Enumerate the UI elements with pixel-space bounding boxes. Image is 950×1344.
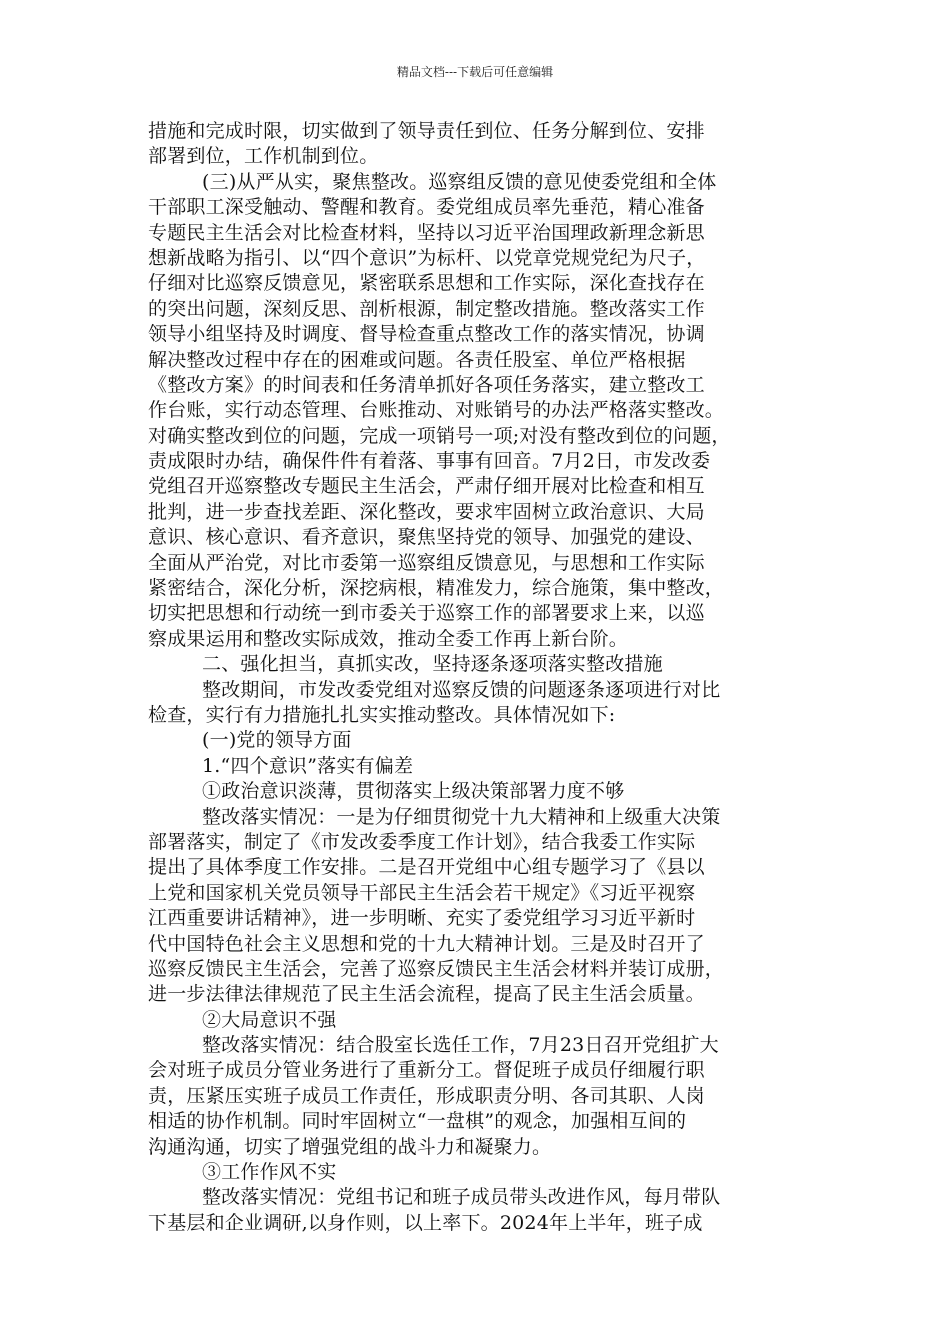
text-line: 提出了具体季度工作安排。二是召开党组中心组专题学习了《县以 xyxy=(148,856,705,879)
document-body xyxy=(148,119,818,1236)
text-line: 想新战略为指引、以“四个意识”为标杆、以党章党规党纪为尺子， xyxy=(148,246,706,269)
text-line: ③工作作风不实 xyxy=(202,1161,337,1184)
text-line: 《整改方案》的时间表和任务清单抓好各项任务落实，建立整改工 xyxy=(148,373,705,396)
text-line: 整改落实情况：结合股室长选任工作，7月23日召开党组扩大 xyxy=(202,1034,719,1057)
text-line: 沟通沟通，切实了增强党组的战斗力和凝聚力。 xyxy=(148,1135,552,1158)
text-line: 整改落实情况：一是为仔细贯彻党十九大精神和上级重大决策 xyxy=(202,805,721,828)
text-line: 整改落实情况：党组书记和班子成员带头改进作风，每月带队 xyxy=(202,1186,721,1209)
text-line: 整改期间，市发改委党组对巡察反馈的问题逐条逐项进行对比 xyxy=(202,678,721,701)
text-line: (三)从严从实，聚焦整改。巡察组反馈的意见使委党组和全体 xyxy=(202,170,717,193)
text-line: 察成果运用和整改实际成效，推动全委工作再上新台阶。 xyxy=(148,627,629,650)
text-line: 仔细对比巡察反馈意见，紧密联系思想和工作实际，深化查找存在 xyxy=(148,272,705,295)
text-line: 专题民主生活会对比检查材料，坚持以习近平治国理政新理念新思 xyxy=(148,221,705,244)
text-line: 对确实整改到位的问题，完成一项销号一项;对没有整改到位的问题， xyxy=(148,424,731,447)
text-line: 党组召开巡察整改专题民主生活会，严肃仔细开展对比检查和相互 xyxy=(148,475,705,498)
text-line: 检查，实行有力措施扎扎实实推动整改。具体情况如下: xyxy=(148,703,616,726)
text-line: 批判，进一步查找差距、深化整改，要求牢固树立政治意识、大局 xyxy=(148,500,705,523)
text-line: 会对班子成员分管业务进行了重新分工。督促班子成员仔细履行职 xyxy=(148,1059,705,1082)
text-line: 作台账，实行动态管理、台账推动、对账销号的办法严格落实整改。 xyxy=(148,399,725,422)
text-line: 责，压紧压实班子成员工作责任，形成职责分明、各司其职、人岗 xyxy=(148,1084,705,1107)
page-header: 精品文档---下载后可任意编辑 xyxy=(396,65,554,79)
text-line: 全面从严治党，对比市委第一巡察组反馈意见，与思想和工作实际 xyxy=(148,551,705,574)
text-line: 江西重要讲话精神》，进一步明晰、充实了委党组学习习近平新时 xyxy=(148,907,696,930)
text-line: 1.“四个意识”落实有偏差 xyxy=(202,754,414,777)
text-line: 紧密结合，深化分析，深挖病根，精准发力，综合施策，集中整改， xyxy=(148,577,725,600)
text-line: 进一步法律法律规范了民主生活会流程，提高了民主生活会质量。 xyxy=(148,983,705,1006)
text-line: 的突出问题，深刻反思、剖析根源，制定整改措施。整改落实工作 xyxy=(148,297,705,320)
text-line: 部署落实，制定了《市发改委季度工作计划》，结合我委工作实际 xyxy=(148,830,696,853)
text-line: 切实把思想和行动统一到市委关于巡察工作的部署要求上来，以巡 xyxy=(148,602,705,625)
text-line: 相适的协作机制。同时牢固树立“一盘棋”的观念，加强相互间的 xyxy=(148,1110,687,1133)
text-line: 意识、核心意识、看齐意识，聚焦坚持党的领导、加强党的建设、 xyxy=(148,526,705,549)
text-line: 解决整改过程中存在的困难或问题。各责任股室、单位严格根据 xyxy=(148,348,686,371)
text-line: 巡察反馈民主生活会，完善了巡察反馈民主生活会材料并装订成册， xyxy=(148,957,725,980)
text-line: (一)党的领导方面 xyxy=(202,729,352,752)
text-line: ②大局意识不强 xyxy=(202,1008,337,1031)
text-line: 上党和国家机关党员领导干部民主生活会若干规定》《习近平视察 xyxy=(148,881,696,904)
text-line: 二、强化担当，真抓实改，坚持逐条逐项落实整改措施 xyxy=(202,653,663,676)
text-line: 措施和完成时限，切实做到了领导责任到位、任务分解到位、安排 xyxy=(148,120,705,142)
text-line: 领导小组坚持及时调度、督导检查重点整改工作的落实情况，协调 xyxy=(148,323,705,346)
text-line: 代中国特色社会主义思想和党的十九大精神计划。三是及时召开了 xyxy=(148,932,705,955)
text-line: 责成限时办结，确保件件有着落、事事有回音。7月2日，市发改委 xyxy=(148,450,711,473)
text-line: ①政治意识淡薄，贯彻落实上级决策部署力度不够 xyxy=(202,780,625,803)
text-line: 干部职工深受触动、警醒和教育。委党组成员率先垂范，精心准备 xyxy=(148,196,705,219)
text-line: 下基层和企业调研,以身作则，以上率下。2024年上半年，班子成 xyxy=(148,1211,703,1234)
text-line: 部署到位，工作机制到位。 xyxy=(148,145,379,168)
